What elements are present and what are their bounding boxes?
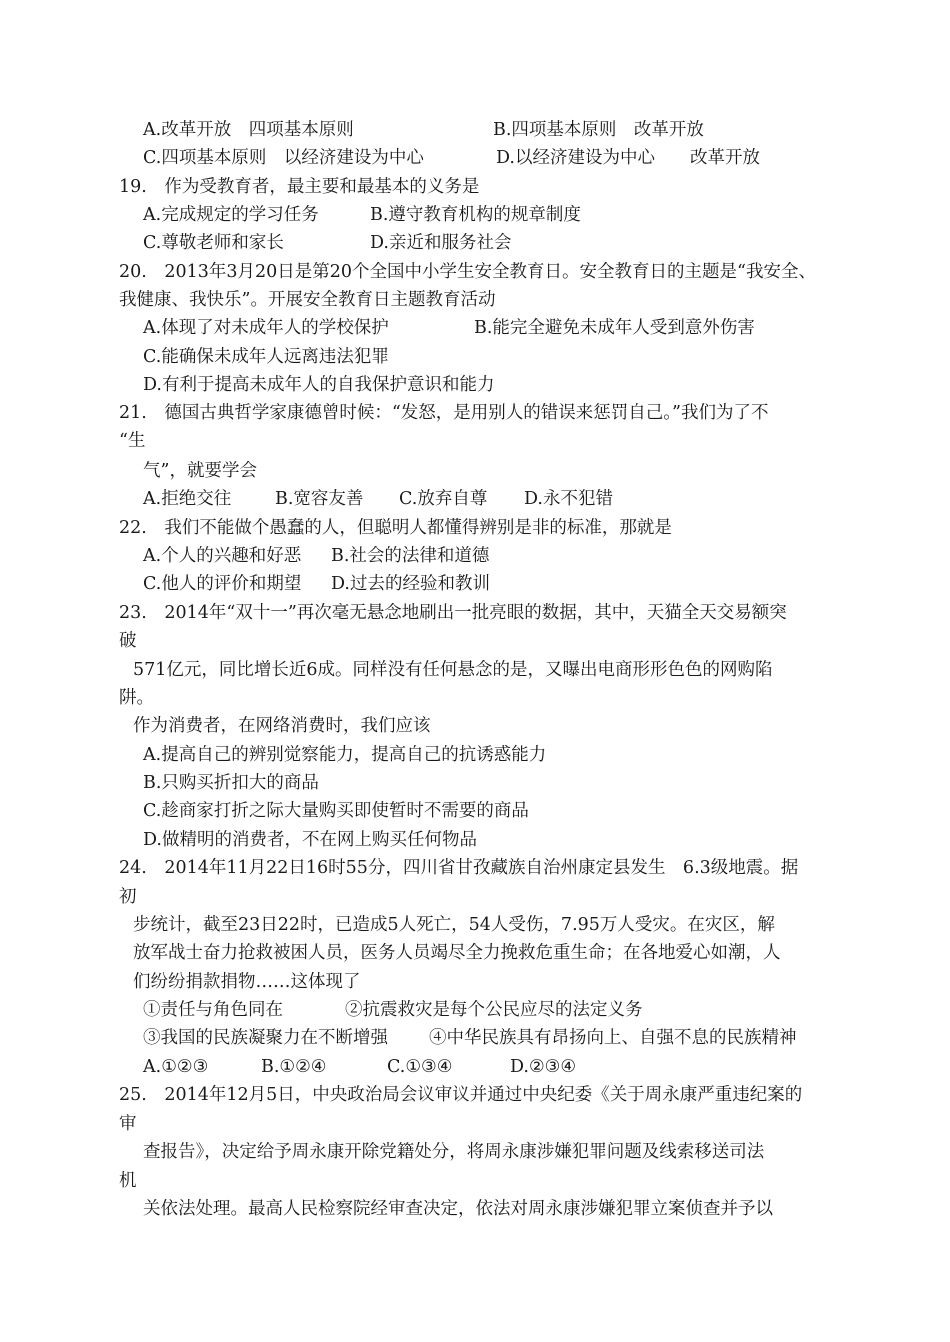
q21-stem-line-3: 气”，就要学会: [143, 461, 257, 481]
q22-stem: 22. 我们不能做个愚蠢的人，但聪明人都懂得辨别是非的标准，那就是: [119, 518, 672, 538]
q19-stem: 19. 作为受教育者，最主要和最基本的义务是: [119, 177, 480, 197]
q23-option-d: D.做精明的消费者，不在网上购买任何物品: [143, 830, 477, 850]
q24-stem-line-1: 24. 2014年11月22日16时55分，四川省甘孜藏族自治州康定县发生 6.3级地震。据: [119, 858, 799, 878]
q24-option-d: D.②③④: [510, 1057, 577, 1077]
q20-stem-line-1: 20. 2013年3月20日是第20个全国中小学生安全教育日。安全教育日的主题是“我安全、: [119, 262, 816, 282]
q23-option-a: A.提高自己的辨别觉察能力，提高自己的抗诱惑能力: [143, 745, 547, 765]
q19-option-d: D.亲近和服务社会: [370, 233, 512, 253]
q18-option-c: C.四项基本原则 以经济建设为中心: [143, 148, 424, 168]
q19-option-a: A.完成规定的学习任务: [143, 205, 319, 225]
q24-item-3: ③我国的民族凝聚力在不断增强: [143, 1028, 388, 1048]
q24-stem-line-2: 初: [119, 887, 137, 907]
q25-stem-line-4: 机: [119, 1171, 137, 1191]
q23-stem-line-1: 23. 2014年“双十一”再次毫无悬念地刷出一批亮眼的数据，其中，天猫全天交易额突: [119, 603, 787, 623]
q23-option-c: C.趁商家打折之际大量购买即使暂时不需要的商品: [143, 801, 529, 821]
q25-stem-line-2: 审: [119, 1114, 137, 1134]
q21-option-b: B.宽容友善: [275, 489, 364, 509]
q24-item-2: ②抗震救灾是每个公民应尽的法定义务: [345, 1000, 643, 1020]
q25-stem-line-1: 25. 2014年12月5日，中央政治局会议审议并通过中央纪委《关于周永康严重违纪案的: [119, 1085, 803, 1105]
q22-option-d: D.过去的经验和教训: [331, 574, 490, 594]
q20-option-a: A.体现了对未成年人的学校保护: [143, 318, 389, 338]
q21-stem-line-2: “生: [119, 431, 146, 451]
q19-option-b: B.遵守教育机构的规章制度: [370, 205, 581, 225]
q21-option-a: A.拒绝交往: [143, 489, 232, 509]
q23-stem-line-3: 571亿元，同比增长近6成。同样没有任何悬念的是，又曝出电商形形色色的网购陷: [133, 660, 773, 680]
q23-stem-line-5: 作为消费者，在网络消费时，我们应该: [133, 716, 431, 736]
q21-option-c: C.放弃自尊: [399, 489, 488, 509]
q23-stem-line-2: 破: [119, 631, 137, 651]
q24-option-a: A.①②③: [143, 1057, 209, 1077]
q24-stem-line-5: 们纷纷捐款捐物……这体现了: [133, 972, 361, 992]
q25-stem-line-3: 查报告》，决定给予周永康开除党籍处分，将周永康涉嫌犯罪问题及线索移送司法: [143, 1142, 765, 1162]
q19-option-c: C.尊敬老师和家长: [143, 233, 284, 253]
q24-stem-line-3: 步统计，截至23日22时，已造成5人死亡，54人受伤，7.95万人受灾。在灾区，解: [133, 915, 775, 935]
q18-option-b: B.四项基本原则 改革开放: [493, 120, 704, 140]
q24-option-b: B.①②④: [261, 1057, 327, 1077]
q18-option-d: D.以经济建设为中心 改革开放: [496, 148, 760, 168]
q24-item-4: ④中华民族具有昂扬向上、自强不息的民族精神: [429, 1028, 797, 1048]
q22-option-c: C.他人的评价和期望: [143, 574, 302, 594]
q23-option-b: B.只购买折扣大的商品: [143, 773, 319, 793]
q24-option-c: C.①③④: [387, 1057, 453, 1077]
q18-option-a: A.改革开放 四项基本原则: [143, 120, 354, 140]
q20-stem-line-2: 我健康、我快乐”。开展安全教育日主题教育活动: [119, 290, 496, 310]
q24-stem-line-4: 放军战士奋力抢救被困人员，医务人员竭尽全力挽救危重生命；在各地爱心如潮，人: [133, 943, 781, 963]
q25-stem-line-5: 关依法处理。最高人民检察院经审查决定，依法对周永康涉嫌犯罪立案侦查并予以: [143, 1199, 773, 1219]
q23-stem-line-4: 阱。: [119, 688, 154, 708]
q21-option-d: D.永不犯错: [524, 489, 613, 509]
q20-option-c: C.能确保未成年人远离违法犯罪: [143, 347, 389, 367]
q22-option-b: B.社会的法律和道德: [331, 546, 490, 566]
q22-option-a: A.个人的兴趣和好恶: [143, 546, 302, 566]
q24-item-1: ①责任与角色同在: [143, 1000, 283, 1020]
q20-option-d: D.有利于提高未成年人的自我保护意识和能力: [143, 375, 495, 395]
q21-stem-line-1: 21. 德国古典哲学家康德曾时候：“发怒，是用别人的错误来惩罚自己。”我们为了不: [119, 403, 769, 423]
q20-option-b: B.能完全避免未成年人受到意外伤害: [474, 318, 755, 338]
